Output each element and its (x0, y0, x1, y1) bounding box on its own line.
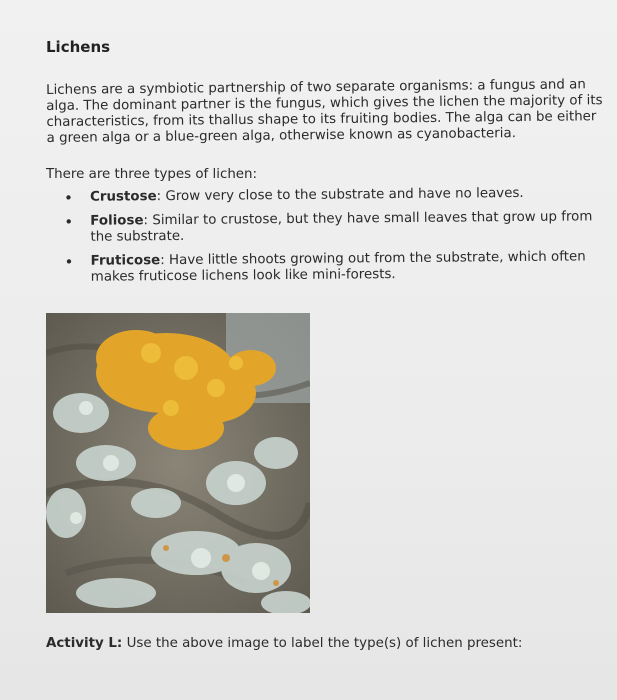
bullet-icon: • (63, 188, 74, 207)
lichen-types-list (60, 185, 601, 294)
section-title: Lichens (46, 38, 111, 56)
lichen-photo-image (46, 313, 310, 613)
type-name: Crustose (89, 189, 157, 205)
lichen-photo (46, 313, 310, 613)
bullet-icon: • (64, 212, 74, 231)
activity-text: Use the above image to label the type(s) of lichen present: (126, 636, 523, 651)
type-name: Foliose (90, 213, 144, 229)
activity-label: Activity L: (46, 636, 123, 651)
type-description: Grow very close to the substrate and have no leaves. (165, 185, 524, 205)
type-description: Have little shoots growing out from the substrate, which often makes fruticose lichens look like mini-forests. (90, 249, 586, 285)
list-item-crustose: • Crustose: Grow very close to the substrate and have no leaves. (63, 185, 524, 207)
type-description: Similar to crustose, but they have small leaves that grow up from the substrate. (90, 209, 593, 245)
list-item-foliose: • Foliose: Similar to crustose, but they have small leaves that grow up from the substrate. (64, 209, 593, 245)
type-name: Fruticose (90, 253, 161, 269)
activity-prompt (46, 636, 522, 651)
types-intro: There are three types of lichen: (46, 167, 258, 182)
intro-paragraph: Lichens are a symbiotic partnership of two separate organisms: a fungus and an alga. The dominant partner is the fungus, which gives the lichen the majority of its characteristics, from its thallus shape to its fruiting bodies. The alga can be either a green alga or a blue-green alga, otherwise known as cyanobacteria. (46, 77, 603, 146)
list-item-fruticose: • Fruticose: Have little shoots growing out from the substrate, which often makes fruticose lichens look like mini-forests. (64, 249, 586, 285)
bullet-icon: • (64, 252, 74, 271)
